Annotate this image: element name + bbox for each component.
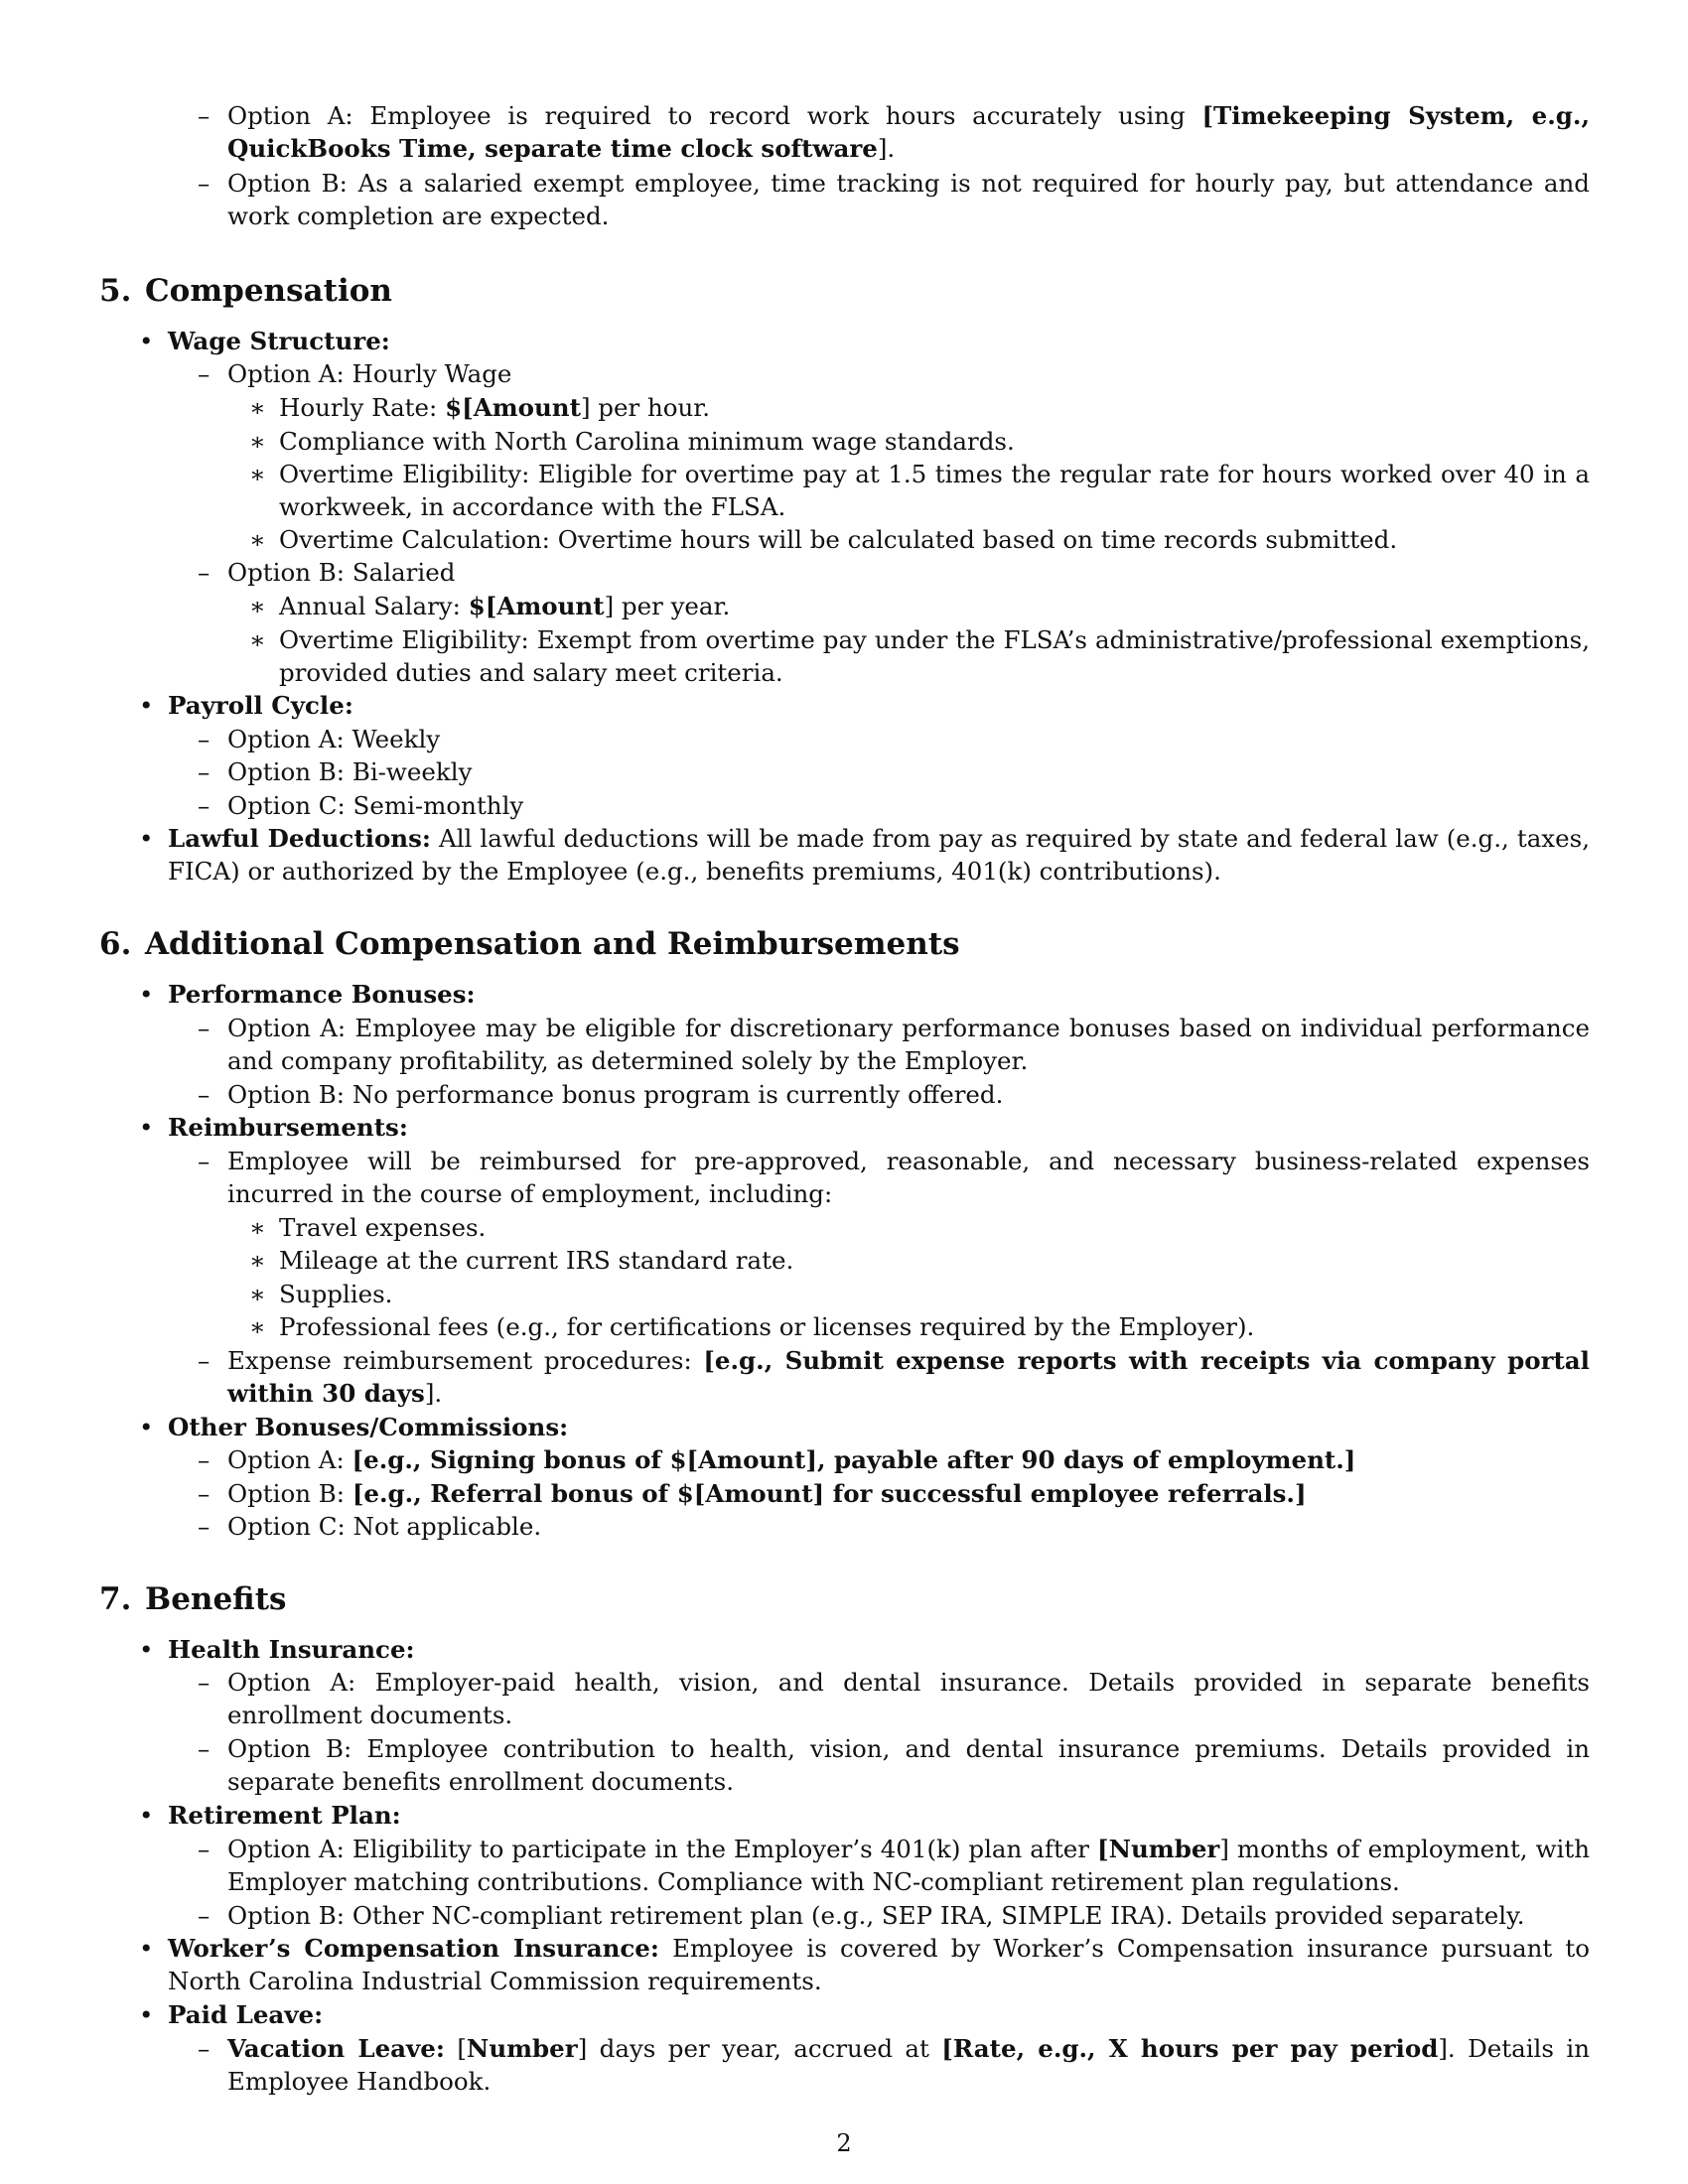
dash-marker: – bbox=[198, 725, 211, 753]
reimbursements-label: Reimbursements: bbox=[168, 1113, 408, 1142]
other-bonuses-label: Other Bonuses/Commissions: bbox=[168, 1413, 569, 1441]
dash-marker: – bbox=[198, 1479, 211, 1508]
reimbursement-item: Supplies. bbox=[279, 1280, 393, 1308]
bullet-marker: • bbox=[139, 1801, 154, 1830]
bullet-marker: • bbox=[139, 2000, 154, 2029]
bullet-marker: • bbox=[139, 1113, 154, 1142]
performance-option-b: Option B: No performance bonus program is currently offered. bbox=[227, 1080, 1004, 1109]
dash-marker: – bbox=[198, 1734, 211, 1763]
bullet-marker: • bbox=[139, 1413, 154, 1441]
payroll-option-c: Option C: Semi-monthly bbox=[227, 791, 524, 820]
star-marker: ∗ bbox=[249, 460, 266, 488]
section-heading-additional-compensation: 6. Additional Compensation and Reimbursements bbox=[99, 926, 960, 962]
lawful-deductions-item: Lawful Deductions: All lawful deductions will be made from pay as required by state and federal law (e.g., taxes, FICA) or authorized by the Employee (e.g., benefits premiums, 401(k) contributions). bbox=[168, 824, 1590, 886]
health-option-b: Option B: Employee contribution to health, vision, and dental insurance premiums. Details provided in separate benefits enrollment documents. bbox=[227, 1734, 1590, 1796]
overtime-calculation-item: Overtime Calculation: Overtime hours will be calculated based on time records submitted. bbox=[279, 525, 1398, 554]
star-marker: ∗ bbox=[249, 1246, 266, 1275]
star-marker: ∗ bbox=[249, 1280, 266, 1308]
bullet-marker: • bbox=[139, 327, 154, 355]
dash-marker: – bbox=[198, 1668, 211, 1697]
health-insurance-label: Health Insurance: bbox=[168, 1635, 415, 1664]
paid-leave-label: Paid Leave: bbox=[168, 2000, 324, 2029]
hourly-rate-item: Hourly Rate: $[Amount] per hour. bbox=[279, 393, 711, 422]
dash-marker: – bbox=[198, 359, 211, 388]
dash-marker: – bbox=[198, 791, 211, 820]
vacation-leave-item: Vacation Leave: [Number] days per year, accrued at [Rate, e.g., X hours per pay period]. Details in Employee Handbook. bbox=[227, 2034, 1590, 2096]
dash-marker: – bbox=[198, 101, 211, 130]
section-heading-benefits: 7. Benefits bbox=[99, 1581, 287, 1617]
dash-marker: – bbox=[198, 169, 211, 198]
timekeeping-option-a: Option A: Employee is required to record work hours accurately using [Timekeeping System, e.g., QuickBooks Time, separate time clock software]. bbox=[227, 101, 1590, 163]
reimbursement-item: Professional fees (e.g., for certifications or licenses required by the Employer). bbox=[279, 1312, 1255, 1341]
payroll-option-a: Option A: Weekly bbox=[227, 725, 441, 753]
retirement-option-a: Option A: Eligibility to participate in the Employer’s 401(k) plan after [Number] months of employment, with Employer matching contributions. Compliance with NC-compliant retirement plan regulations. bbox=[227, 1835, 1590, 1896]
star-marker: ∗ bbox=[249, 393, 266, 422]
hourly-wage-option: Option A: Hourly Wage bbox=[227, 359, 512, 388]
reimbursement-description: Employee will be reimbursed for pre-approved, reasonable, and necessary business-related expenses incurred in the course of employment, including: bbox=[227, 1147, 1590, 1208]
star-marker: ∗ bbox=[249, 592, 266, 620]
workers-compensation-item: Worker’s Compensation Insurance: Employee is covered by Worker’s Compensation insurance pursuant to North Carolina Industrial Commission requirements. bbox=[168, 1934, 1590, 1995]
bullet-marker: • bbox=[139, 980, 154, 1009]
retirement-option-b: Option B: Other NC-compliant retirement plan (e.g., SEP IRA, SIMPLE IRA). Details provided separately. bbox=[227, 1901, 1525, 1930]
overtime-exempt-item: Overtime Eligibility: Exempt from overtime pay under the FLSA’s administrative/professional exemptions, provided duties and salary meet criteria. bbox=[279, 625, 1590, 687]
star-marker: ∗ bbox=[249, 525, 266, 554]
min-wage-compliance-item: Compliance with North Carolina minimum wage standards. bbox=[279, 427, 1015, 456]
star-marker: ∗ bbox=[249, 1213, 266, 1242]
dash-marker: – bbox=[198, 1445, 211, 1474]
dash-marker: – bbox=[198, 1512, 211, 1541]
bonus-option-b: Option B: [e.g., Referral bonus of $[Amount] for successful employee referrals.] bbox=[227, 1479, 1307, 1508]
dash-marker: – bbox=[198, 1014, 211, 1042]
wage-structure-label: Wage Structure: bbox=[168, 327, 390, 355]
performance-option-a: Option A: Employee may be eligible for discretionary performance bonuses based on individual performance and company profitability, as determined solely by the Employer. bbox=[227, 1014, 1590, 1075]
dash-marker: – bbox=[198, 2034, 211, 2063]
star-marker: ∗ bbox=[249, 427, 266, 456]
expense-procedures-item: Expense reimbursement procedures: [e.g., Submit expense reports with receipts via company portal within 30 days]. bbox=[227, 1346, 1590, 1408]
annual-salary-item: Annual Salary: $[Amount] per year. bbox=[279, 592, 731, 620]
overtime-eligibility-item: Overtime Eligibility: Eligible for overtime pay at 1.5 times the regular rate for hours worked over 40 in a workweek, in accordance with the FLSA. bbox=[279, 460, 1590, 521]
bullet-marker: • bbox=[139, 1934, 154, 1963]
star-marker: ∗ bbox=[249, 625, 266, 654]
retirement-plan-label: Retirement Plan: bbox=[168, 1801, 401, 1830]
star-marker: ∗ bbox=[249, 1312, 266, 1341]
dash-marker: – bbox=[198, 1901, 211, 1930]
timekeeping-option-b: Option B: As a salaried exempt employee, time tracking is not required for hourly pay, but attendance and work completion are expected. bbox=[227, 169, 1590, 230]
salaried-option: Option B: Salaried bbox=[227, 558, 456, 587]
payroll-cycle-label: Payroll Cycle: bbox=[168, 691, 353, 720]
dash-marker: – bbox=[198, 558, 211, 587]
dash-marker: – bbox=[198, 1835, 211, 1863]
health-option-a: Option A: Employer-paid health, vision, and dental insurance. Details provided in separate benefits enrollment documents. bbox=[227, 1668, 1590, 1729]
performance-bonuses-label: Performance Bonuses: bbox=[168, 980, 476, 1009]
section-heading-compensation: 5. Compensation bbox=[99, 273, 392, 309]
reimbursement-item: Mileage at the current IRS standard rate. bbox=[279, 1246, 794, 1275]
bullet-marker: • bbox=[139, 691, 154, 720]
dash-marker: – bbox=[198, 757, 211, 786]
dash-marker: – bbox=[198, 1147, 211, 1175]
bonus-option-c: Option C: Not applicable. bbox=[227, 1512, 542, 1541]
bullet-marker: • bbox=[139, 1635, 154, 1664]
dash-marker: – bbox=[198, 1346, 211, 1375]
bonus-option-a: Option A: [e.g., Signing bonus of $[Amount], payable after 90 days of employment.] bbox=[227, 1445, 1356, 1474]
page-number: 2 bbox=[836, 2129, 852, 2157]
dash-marker: – bbox=[198, 1080, 211, 1109]
reimbursement-item: Travel expenses. bbox=[279, 1213, 487, 1242]
payroll-option-b: Option B: Bi-weekly bbox=[227, 757, 473, 786]
bullet-marker: • bbox=[139, 824, 154, 853]
